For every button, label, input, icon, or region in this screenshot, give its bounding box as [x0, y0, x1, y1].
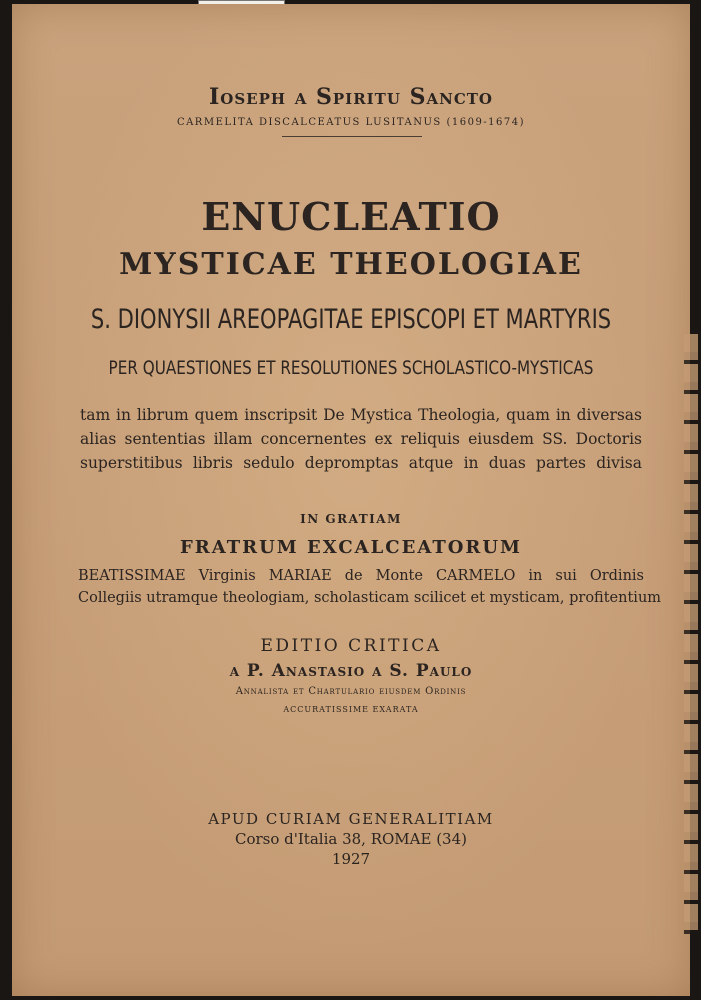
description-paragraph	[80, 403, 642, 475]
divider-rule	[282, 136, 422, 137]
title-line-4: PER QUAESTIONES ET RESOLUTIONES SCHOLASTICO-MYSTICAS	[108, 357, 594, 379]
in-gratiam: IN GRATIAM	[300, 512, 402, 526]
fratrum-heading: FRATRUM EXCALCEATORUM	[180, 537, 522, 558]
description-line: tam in librum quem inscripsit De Mystica Theologia, quam in diversas	[80, 406, 642, 424]
title-line-3: S. DIONYSII AREOPAGITAE EPISCOPI ET MARTYRIS	[90, 304, 612, 335]
editor-role: Annalista et Chartulario eiusdem Ordinis	[235, 686, 467, 697]
edition-note: ACCURATISSIME EXARATA	[283, 705, 419, 714]
dedication-paragraph	[78, 565, 662, 609]
dedication-line: BEATISSIMAE Virginis MARIAE de Monte CARMELO in sui Ordinis	[78, 568, 644, 584]
imprint-year: 1927	[331, 850, 371, 868]
edition-label: EDITIO CRITICA	[260, 636, 442, 656]
description-line: superstitibus libris sedulo depromptas atque in duas partes divisa	[80, 454, 642, 472]
imprint-address: Corso d'Italia 38, ROMAE (34)	[234, 830, 468, 848]
author-name: Ioseph a Spiritu Sancto	[208, 84, 493, 110]
editor-name: a P. Anastasio a S. Paulo	[229, 661, 473, 681]
description-line: alias sententias illam concernentes ex reliquis eiusdem SS. Doctoris	[80, 430, 642, 448]
imprint-publisher: APUD CURIAM GENERALITIAM	[208, 810, 494, 828]
title-line-2: MYSTICAE THEOLOGIAE	[119, 247, 583, 282]
dedication-line: Collegiis utramque theologiam, scholasticam scilicet et mysticam, profitentium	[78, 590, 662, 606]
title-line-1: ENUCLEATIO	[201, 194, 501, 239]
title-page	[12, 4, 690, 996]
author-subtitle: CARMELITA DISCALCEATUS LUSITANUS (1609-1674)	[176, 117, 526, 128]
